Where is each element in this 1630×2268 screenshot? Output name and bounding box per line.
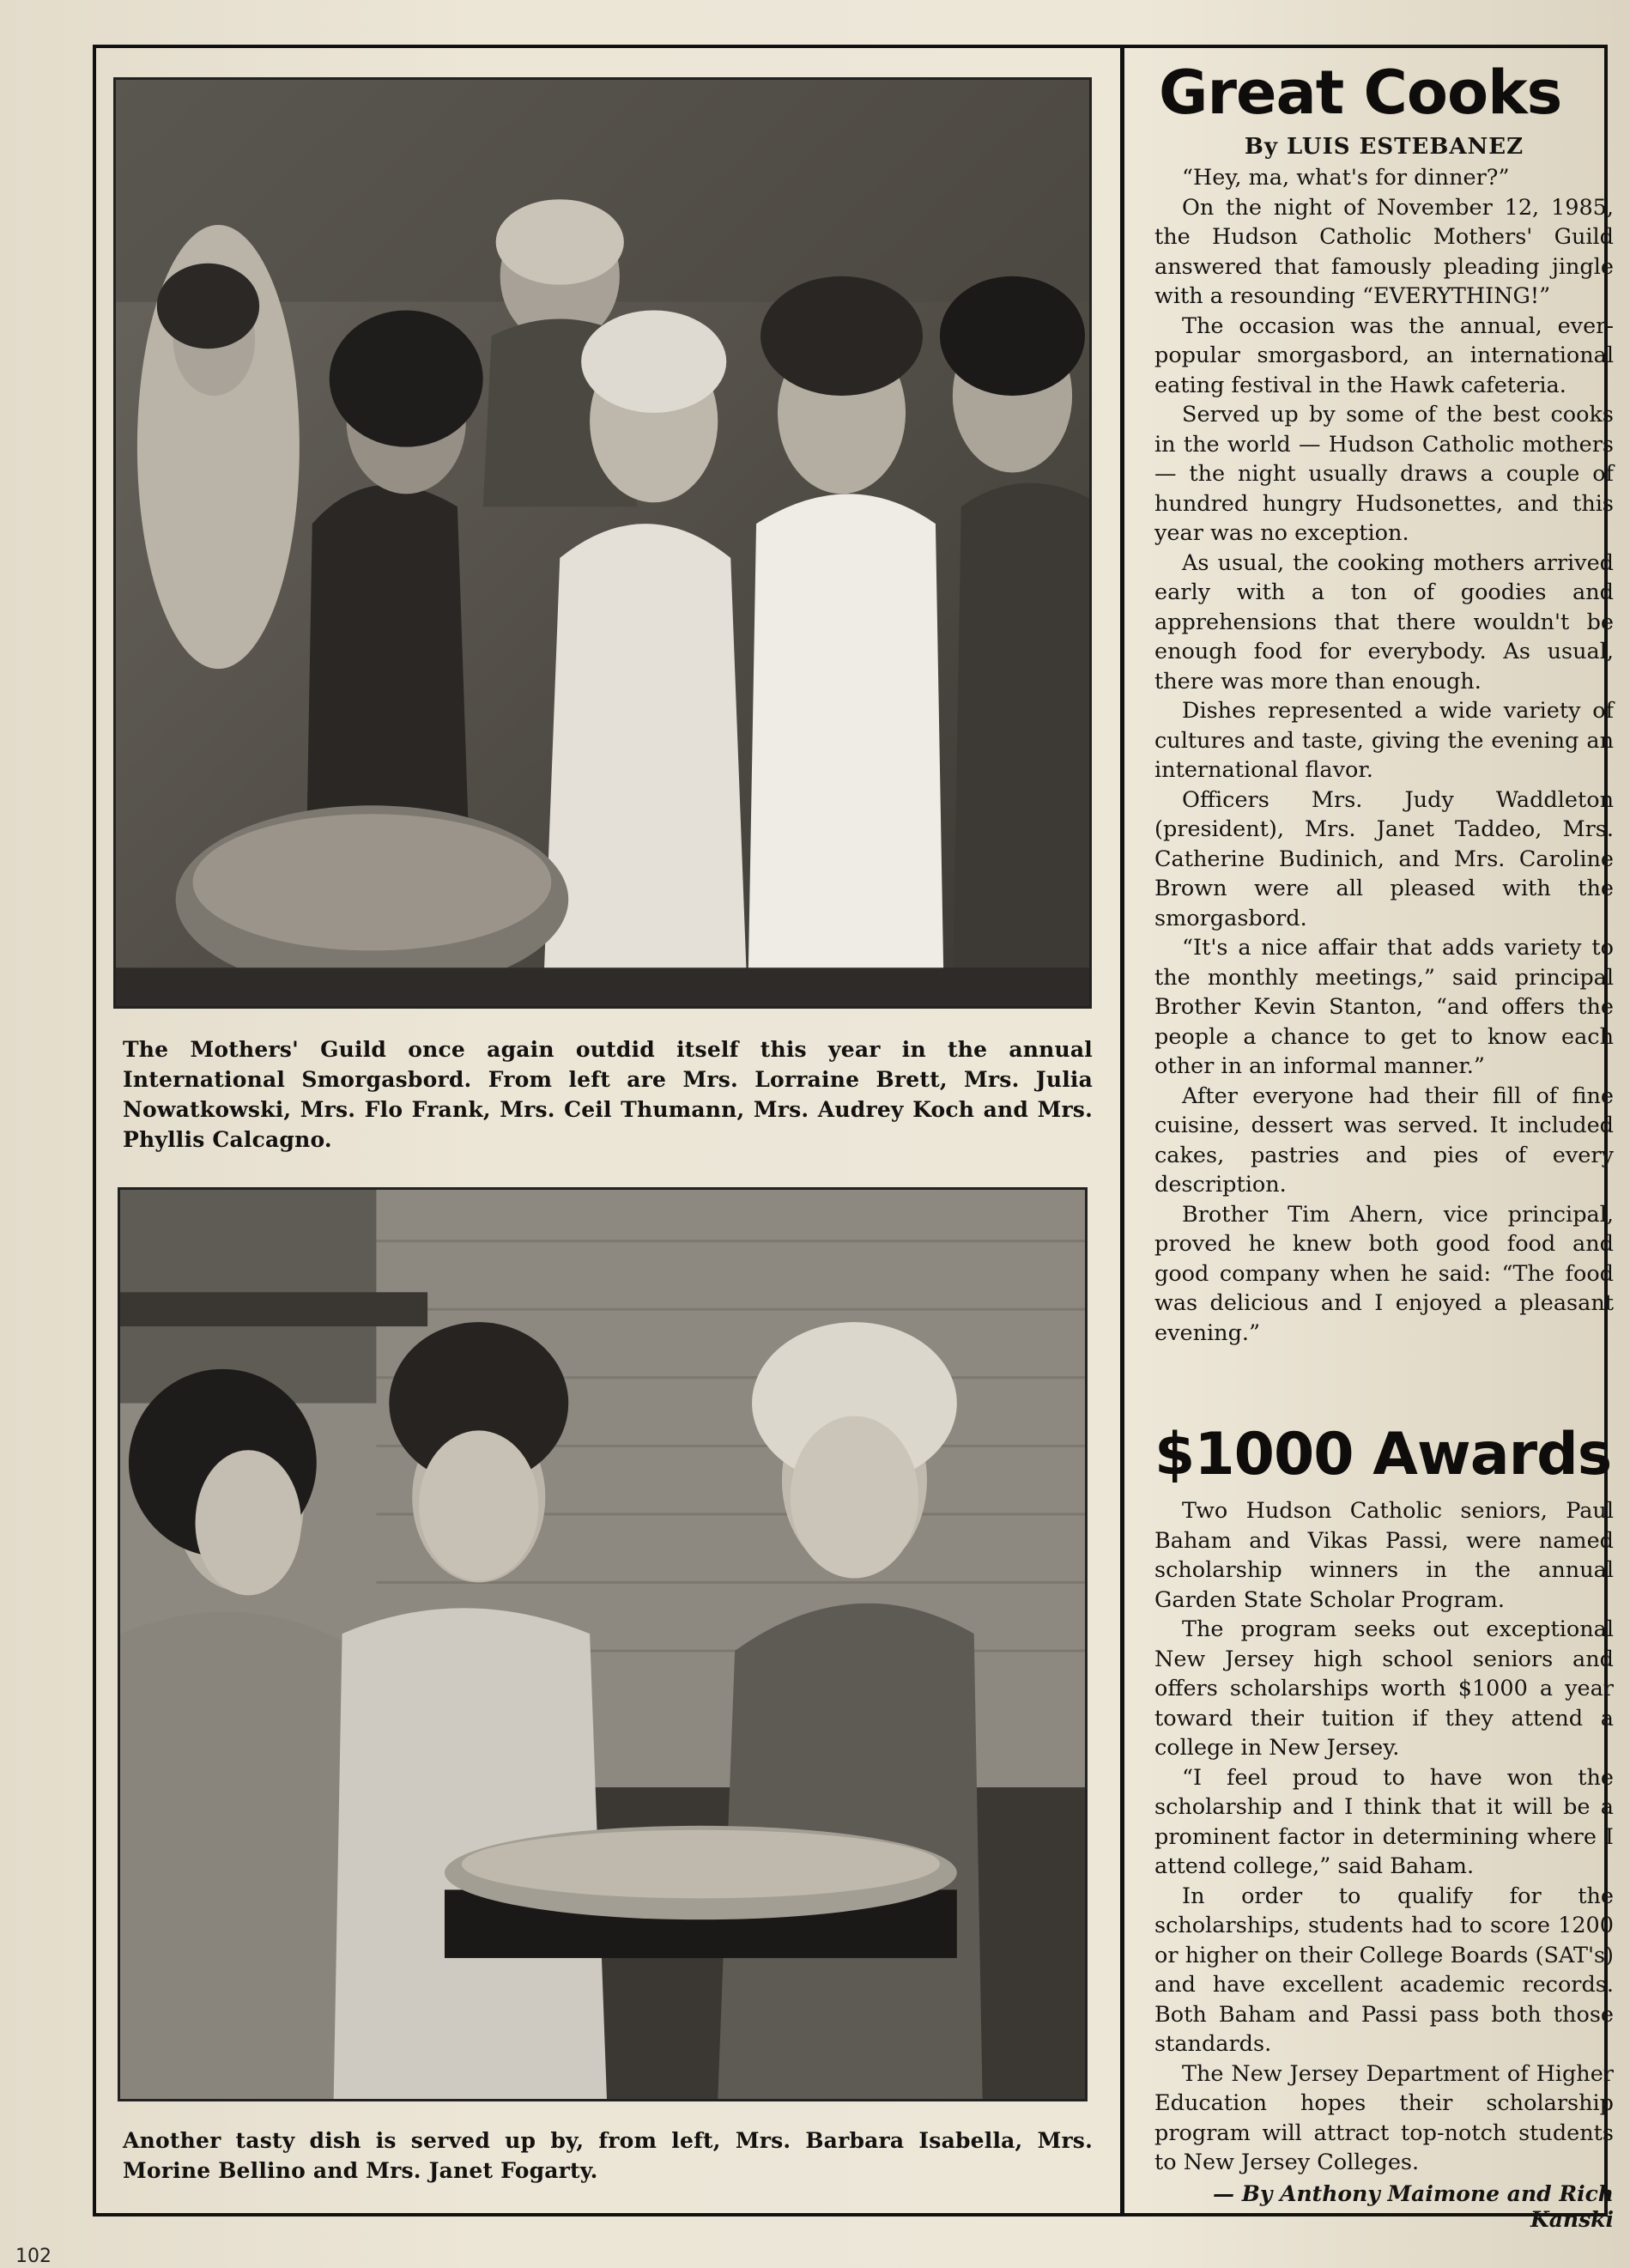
paragraph: “It's a nice affair that adds variety to the monthly meetings,” said principal Brother Kevin Stanton, “and offers the people a chance to get to know each other in an informal manner.”: [1154, 935, 1614, 1079]
paragraph: As usual, the cooking mothers arrived early with a ton of goodies and apprehensions that there wouldn't be enough food for everybody. As usual, there was more than enough.: [1154, 549, 1614, 694]
paragraph: The New Jersey Department of Higher Education hopes their scholarship program will attract top-notch students to New Jersey Colleges.: [1154, 2060, 1614, 2175]
paragraph: “I feel proud to have won the scholarship and I think that it will be a prominent factor in determining where I attend college,” said Baham.: [1154, 1764, 1614, 1879]
tasty-dish-photo: [118, 1187, 1088, 2101]
paragraph: On the night of November 12, 1985, the Hudson Catholic Mothers' Guild answered that famously pleading jingle with a resounding “EVERYTHING!”: [1154, 194, 1614, 309]
mothers-guild-group-photo: [113, 77, 1092, 1009]
paragraph: The occasion was the annual, ever-popular smorgasbord, an international eating festival in the Hawk cafeteria.: [1154, 312, 1614, 398]
paragraph: Dishes represented a wide variety of cultures and taste, giving the evening an international flavor.: [1154, 698, 1614, 783]
great-cooks-body: [1154, 163, 1614, 1348]
photo-caption-1: The Mothers' Guild once again outdid itself this year in the annual International Smorgasbord. From left are Mrs. Lorraine Brett, Mrs. Julia Nowatkowski, Mrs. Flo Frank, Mrs. Ceil Thumann, Mrs. Audrey Koch and Mrs. Phyllis Calcagno.: [123, 1037, 1093, 1152]
great-cooks-article: [1154, 58, 1614, 1348]
paragraph: Two Hudson Catholic seniors, Paul Baham and Vikas Passi, were named scholarship winners in the annual Garden State Scholar Program.: [1154, 1498, 1614, 1613]
awards-body: [1154, 1496, 1614, 2178]
awards-headline: $1000 Awards: [1154, 1421, 1612, 1489]
great-cooks-headline: Great Cooks: [1159, 58, 1562, 128]
photo-caption-2: Another tasty dish is served up by, from left, Mrs. Barbara Isabella, Mrs. Morine Bellino and Mrs. Janet Fogarty.: [123, 2128, 1093, 2183]
awards-article: [1154, 1421, 1614, 2233]
paragraph: The program seeks out exceptional New Jersey high school seniors and offers scholarships worth $1000 a year toward their tuition if they attend a college in New Jersey.: [1154, 1616, 1614, 1761]
page-number: 102: [15, 2246, 52, 2267]
author-credit: — By Anthony Maimone and Rich Kanski: [1213, 2180, 1614, 2232]
paragraph: Brother Tim Ahern, vice principal, proved he knew both good food and good company when he said: “The food was delicious and I enjoyed a pleasant evening.”: [1154, 1201, 1614, 1346]
column-divider: [1120, 45, 1124, 2216]
paragraph: “Hey, ma, what's for dinner?”: [1182, 165, 1510, 191]
paragraph: Served up by some of the best cooks in the world — Hudson Catholic mothers — the night usually draws a couple of hundred hungry Hudsonettes, and this year was no exception.: [1154, 402, 1614, 546]
byline: By LUIS ESTEBANEZ: [1244, 134, 1524, 160]
paragraph: Officers Mrs. Judy Waddleton (president), Mrs. Janet Taddeo, Mrs. Catherine Budinich, and Mrs. Caroline Brown were all pleased with the smorgasbord.: [1154, 786, 1614, 931]
paragraph: In order to qualify for the scholarships, students had to score 1200 or higher on their College Boards (SAT's) and have excellent academic records. Both Baham and Passi pass both those standards.: [1154, 1883, 1614, 2057]
paragraph: After everyone had their fill of fine cuisine, dessert was served. It included cakes, pastries and pies of every description.: [1154, 1082, 1614, 1198]
